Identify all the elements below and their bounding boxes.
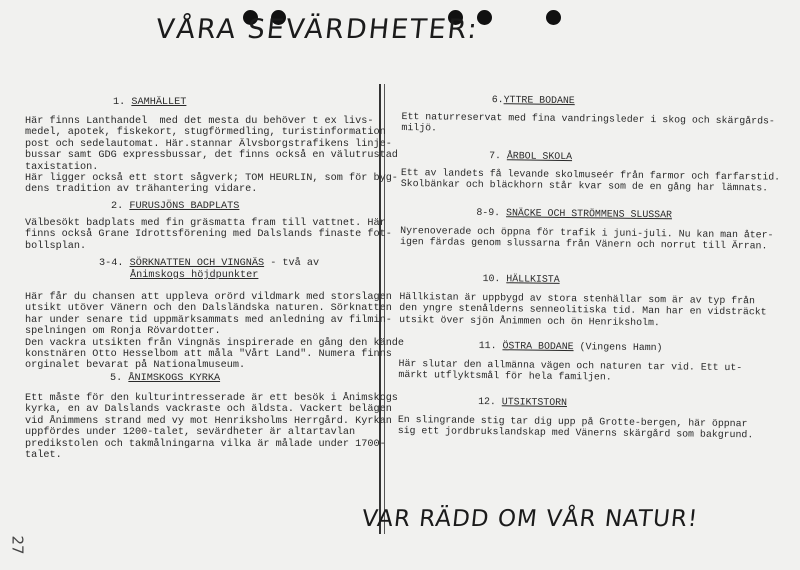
section-body: Nyrenoverade och öppna för trafik i juni-juli. Nu kan man åter- igen färdas genom slussarna från Vänern och norrut till Ärran. [399,224,774,252]
page-title: VÅRA SEVÄRDHETER: [154,14,481,45]
punch-hole [546,10,561,25]
section-body: Ett måste för den kulturintresserade är ett besök i Ånimskogs kyrka, en av Dalslands vackraste och äldsta. Vackert belägen vid Ånimmens strand med vy mot Henriksholms Herrgård. Kyrkan uppfördes under 1200-talet, sevärdheter är altartavlan predikstolen och takmålningarna vilka är målade under 1700- talet. [25,393,398,462]
right-column [397,0,781,441]
section-subheading: Ånimskogs höjdpunkter [130,270,259,281]
section-body: Välbesökt badplats med fin gräsmatta fram till vattnet. Här finns också Grane Idrottsförening med Dalslands finaste fot- bollsplan. [25,218,392,252]
section-body: Här slutar den allmänna vägen och naturen tar vid. Ett ut- märkt utflyktsmål för hela familjen. [398,357,743,383]
section-heading: 1. SAMHÄLLET [113,97,187,108]
section-body: Här finns Lanthandel med det mesta du behöver t ex livs- medel, apotek, fiskekort, stugförmedling, turistinformation post och sedelautomat. Här.stannar Älvsborgstrafikens linje- bussar samt GDG expressbussar, det finns också en välutrustad taxistation. Här ligger också ett stort sågverk; TOM HEURLIN, som för byg- dens tradition av trähantering vidare. [25,116,398,196]
section-body: Här får du chansen att uppleva orörd vildmark med storslagen utsikt utöver Vänern och den Dalsländska naturen. Sörknatten har under senare tid uppmärksammats med anledning av filmin- spelningen om Ronja Rövardotter. Den vackra utsikten från Vingnäs inspirerade en gång den kände konstnären Otto Hesselbom att måla "Vårt Land". Numera finns orginalet bevarat på Nationalmuseum. [25,292,405,372]
section-heading: 10. HÄLLKISTA [482,272,560,285]
section-heading: 6.YTTRE BODANE [491,94,575,107]
section-body: Hällkistan är uppbygd av stora stenhällar som är av typ från den yngre stenålderns senneolitiska tid. Man har en vidsträckt utsikt över sjön Ånimmen och ön Henriksholm. [399,290,767,328]
footer-slogan: VAR RÄDD OM VÅR NATUR! [360,506,700,532]
section-heading: 7. ÅRBOL SKOLA [489,150,573,163]
section-heading: 3-4. SÖRKNATTEN OCH VINGNÄS - två av [99,258,320,269]
section-body: En slingrande stig tar dig upp på Grotte-bergen, här öppnar sig ett jordbrukslandskap med Vänerns skärgård som bakgrund. [397,413,754,441]
section-heading: 5. ÅNIMSKOGS KYRKA [110,373,221,384]
section-heading: 2. FURUSJÖNS BADPLATS [111,201,240,212]
page-number: 27 [8,535,27,555]
section-heading: 8-9. SNÄCKE OCH STRÖMMENS SLUSSAR [476,206,673,221]
section-body: Ett av landets få levande skolmuseér från farmor och farfarstid. Skolbänkar och bläckhorn står kvar som de en gång har lämnats. [400,166,781,194]
section-heading: 11. ÖSTRA BODANE (Vingens Hamn) [478,339,663,354]
section-body: Ett naturreservat med fina vandringsleder i skog och skärgårds- miljö. [401,110,775,134]
section-heading: 12. UTSIKTSTORN [478,395,568,409]
